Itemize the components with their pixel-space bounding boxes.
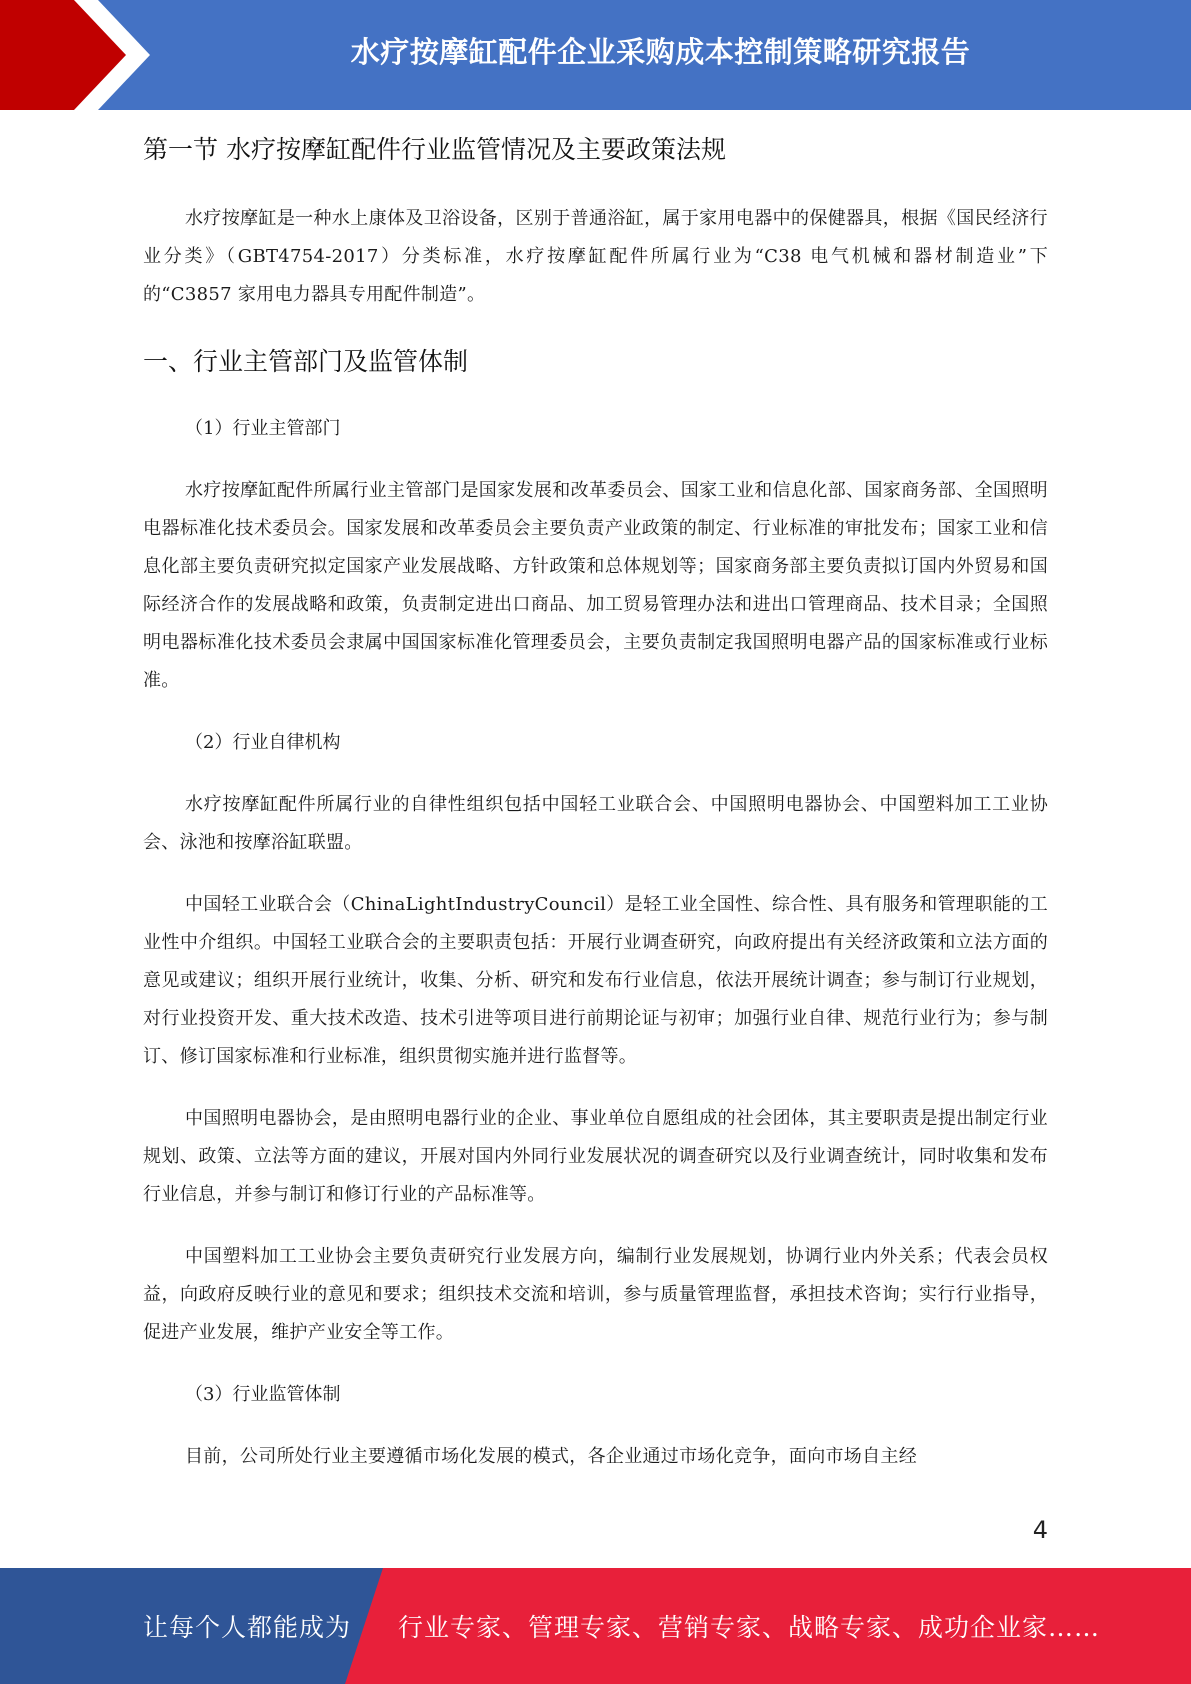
- subheading-self-regulation: （2）行业自律机构: [185, 732, 341, 753]
- page-number: 4: [1032, 1516, 1048, 1544]
- paragraph-self-regulation: 水疗按摩缸配件所属行业的自律性组织包括中国轻工业联合会、中国照明电器协会、中国塑料加工工业协会、泳池和按摩浴缸联盟。: [143, 794, 1048, 853]
- subheading-supervision: （3）行业监管体制: [185, 1384, 341, 1405]
- footer-slogan-left: 让每个人都能成为: [143, 1613, 352, 1642]
- report-title: 水疗按摩缸配件企业采购成本控制策略研究报告: [350, 34, 971, 69]
- paragraph-plastics-association: 中国塑料加工工业协会主要负责研究行业发展方向，编制行业发展规划，协调行业内外关系；代表会员权益，向政府反映行业的意见和要求；组织技术交流和培训，参与质量管理监督，承担技术咨询；实行行业指导，促进产业发展，维护产业安全等工作。: [143, 1246, 1048, 1343]
- document-body: [143, 126, 1048, 1500]
- page-footer: [0, 1568, 1191, 1684]
- paragraph-supervision: 目前，公司所处行业主要遵循市场化发展的模式，各企业通过市场化竞争，面向市场自主经: [185, 1446, 917, 1467]
- intro-paragraph: 水疗按摩缸是一种水上康体及卫浴设备，区别于普通浴缸，属于家用电器中的保健器具，根据《国民经济行业分类》（GBT4754-2017）分类标准，水疗按摩缸配件所属行业为“C38 电气机械和器材制造业”下的“C3857 家用电力器具专用配件制造”。: [143, 208, 1048, 305]
- paragraph-authorities: 水疗按摩缸配件所属行业主管部门是国家发展和改革委员会、国家工业和信息化部、国家商务部、全国照明电器标准化技术委员会。国家发展和改革委员会主要负责产业政策的制定、行业标准的审批发布；国家工业和信息化部主要负责研究拟定国家产业发展战略、方针政策和总体规划等；国家商务部主要负责拟订国内外贸易和国际经济合作的发展战略和政策，负责制定进出口商品、加工贸易管理办法和进出口管理商品、技术目录；全国照明电器标准化技术委员会隶属中国国家标准化管理委员会，主要负责制定我国照明电器产品的国家标准或行业标准。: [143, 480, 1048, 691]
- footer-slogan-right: 行业专家、管理专家、营销专家、战略专家、成功企业家……: [398, 1613, 1101, 1642]
- section-title: 第一节 水疗按摩缸配件行业监管情况及主要政策法规: [143, 135, 726, 164]
- paragraph-light-industry: 中国轻工业联合会（ChinaLightIndustryCouncil）是轻工业全国性、综合性、具有服务和管理职能的工业性中介组织。中国轻工业联合会的主要职责包括：开展行业调查研究，向政府提出有关经济政策和立法方面的意见或建议；组织开展行业统计，收集、分析、研究和发布行业信息，依法开展统计调查；参与制订行业规划，对行业投资开发、重大技术改造、技术引进等项目进行前期论证与初审；加强行业自律、规范行业行为；参与制订、修订国家标准和行业标准，组织贯彻实施并进行监督等。: [143, 894, 1048, 1067]
- subheading-authorities: （1）行业主管部门: [185, 418, 341, 439]
- paragraph-lighting-association: 中国照明电器协会，是由照明电器行业的企业、事业单位自愿组成的社会团体，其主要职责是提出制定行业规划、政策、立法等方面的建议，开展对国内外同行业发展状况的调查研究以及行业调查统计，同时收集和发布行业信息，并参与制订和修订行业的产品标准等。: [143, 1108, 1048, 1205]
- page-header: [0, 0, 1191, 110]
- heading-regulatory: 一、行业主管部门及监管体制: [143, 347, 469, 376]
